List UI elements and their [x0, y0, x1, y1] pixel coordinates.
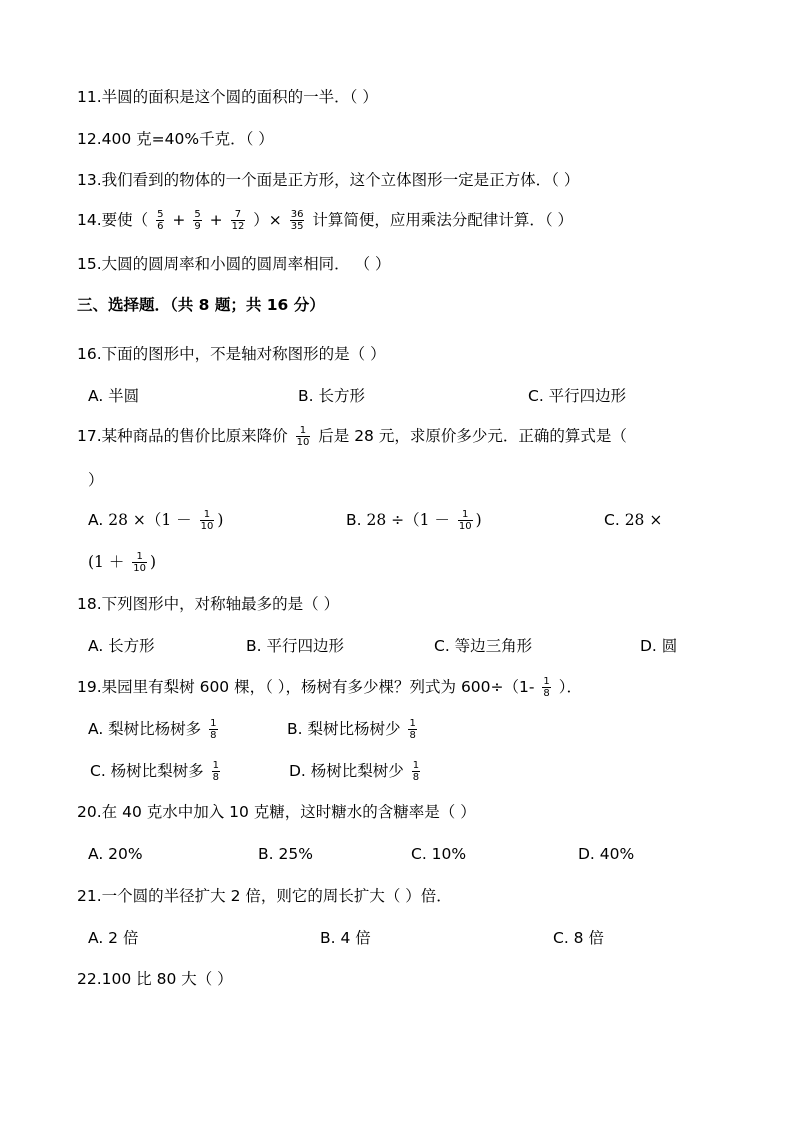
plus-sign: + — [209, 211, 223, 229]
question-19 — [77, 672, 582, 702]
q19-option-b[interactable] — [287, 714, 420, 744]
q17-b-expr: 28 ÷（1 － — [366, 511, 450, 529]
q14-close: ）× — [253, 211, 282, 229]
q19-suffix: ）． — [558, 678, 582, 696]
q16-option-b[interactable]: B. 长方形 — [298, 387, 365, 405]
q18-option-a[interactable]: A. 长方形 — [88, 637, 155, 655]
question-18: 18.下列图形中，对称轴最多的是（ ） — [77, 595, 340, 613]
q17-prefix: 17.某种商品的售价比原来降价 — [77, 427, 288, 445]
q19-option-d[interactable] — [289, 756, 423, 786]
q18-option-c[interactable]: C. 等边三角形 — [434, 637, 533, 655]
q19-b-text: B. 梨树比杨树少 — [287, 720, 401, 738]
fraction-1-10: $\frac{1}{10}$ — [296, 425, 310, 448]
q17-c2-expr: (1 ＋ — [88, 553, 125, 571]
q16-option-a[interactable]: A. 半圆 — [88, 387, 140, 405]
question-17 — [77, 421, 627, 451]
q21-option-a[interactable]: A. 2 倍 — [88, 929, 139, 947]
q17-continuation: ） — [88, 471, 104, 489]
fraction-1-8: $\frac{1}{8}$ — [409, 718, 416, 741]
fraction-1-8: $\frac{1}{8}$ — [412, 760, 420, 783]
q17-option-c-continued — [88, 547, 156, 577]
q19-option-a[interactable] — [88, 714, 221, 744]
q21-option-b[interactable]: B. 4 倍 — [320, 929, 371, 947]
q17-c-label: C. — [604, 511, 620, 529]
q17-a-close: ) — [217, 511, 224, 529]
question-12: 12.400 克=40%千克．（ ） — [77, 130, 274, 148]
q19-a-text: A. 梨树比杨树多 — [88, 720, 202, 738]
q21-option-c[interactable]: C. 8 倍 — [553, 929, 604, 947]
fraction-1-8: $\frac{1}{8}$ — [210, 718, 217, 741]
question-16: 16.下面的图形中，不是轴对称图形的是（ ） — [77, 345, 386, 363]
fraction-5-9: $\frac{5}{9}$ — [194, 209, 201, 232]
section-heading: 三、选择题．（共 8 题；共 16 分） — [77, 296, 325, 314]
question-21: 21.一个圆的半径扩大 2 倍，则它的周长扩大（ ）倍． — [77, 887, 452, 905]
question-15: 15.大圆的圆周率和小圆的圆周率相同． （ ） — [77, 255, 391, 273]
fraction-1-10: $\frac{1}{10}$ — [133, 551, 147, 574]
q17-a-expr: 28 ×（1 － — [108, 511, 192, 529]
q17-option-b[interactable] — [346, 505, 482, 535]
q19-option-c[interactable] — [90, 756, 223, 786]
fraction-1-10: $\frac{1}{10}$ — [458, 509, 472, 532]
q20-option-b[interactable]: B. 25% — [258, 845, 313, 863]
q20-option-a[interactable]: A. 20% — [88, 845, 143, 863]
fraction-1-8: $\frac{1}{8}$ — [543, 676, 550, 699]
q17-option-a[interactable] — [88, 505, 223, 535]
fraction-1-10: $\frac{1}{10}$ — [200, 509, 214, 532]
fraction-36-35: $\frac{36}{35}$ — [290, 209, 304, 232]
q18-option-b[interactable]: B. 平行四边形 — [246, 637, 344, 655]
q17-option-c[interactable] — [604, 505, 662, 535]
q16-option-c[interactable]: C. 平行四边形 — [528, 387, 627, 405]
fraction-1-8: $\frac{1}{8}$ — [212, 760, 219, 783]
q14-suffix: 计算简便，应用乘法分配律计算．（ ） — [312, 211, 574, 229]
fraction-5-6: $\frac{5}{6}$ — [157, 209, 164, 232]
fraction-7-12: $\frac{7}{12}$ — [231, 209, 245, 232]
q17-suffix: 后是 28 元，求原价多少元．正确的算式是（ — [318, 427, 627, 445]
q19-prefix: 19.果园里有梨树 600 棵，（ ），杨树有多少棵？列式为 600÷（1- — [77, 678, 535, 696]
question-20: 20.在 40 克水中加入 10 克糖，这时糖水的含糖率是（ ） — [77, 803, 476, 821]
question-11: 11.半圆的面积是这个圆的面积的一半．（ ） — [77, 88, 378, 106]
q17-b-label: B. — [346, 511, 362, 529]
q17-a-label: A. — [88, 511, 104, 529]
q14-prefix: 14.要使（ — [77, 211, 149, 229]
question-14 — [77, 205, 573, 235]
q17-c-expr: 28 × — [624, 511, 663, 529]
plus-sign: + — [172, 211, 186, 229]
q17-b-close: ) — [475, 511, 482, 529]
q19-d-text: D. 杨树比梨树少 — [289, 762, 404, 780]
q20-option-c[interactable]: C. 10% — [411, 845, 467, 863]
question-13: 13.我们看到的物体的一个面是正方形，这个立体图形一定是正方体．（ ） — [77, 171, 580, 189]
question-22: 22.100 比 80 大（ ） — [77, 970, 233, 988]
q17-c2-close: ) — [150, 553, 157, 571]
q20-option-d[interactable]: D. 40% — [578, 845, 635, 863]
q19-c-text: C. 杨树比梨树多 — [90, 762, 204, 780]
q18-option-d[interactable]: D. 圆 — [640, 637, 678, 655]
